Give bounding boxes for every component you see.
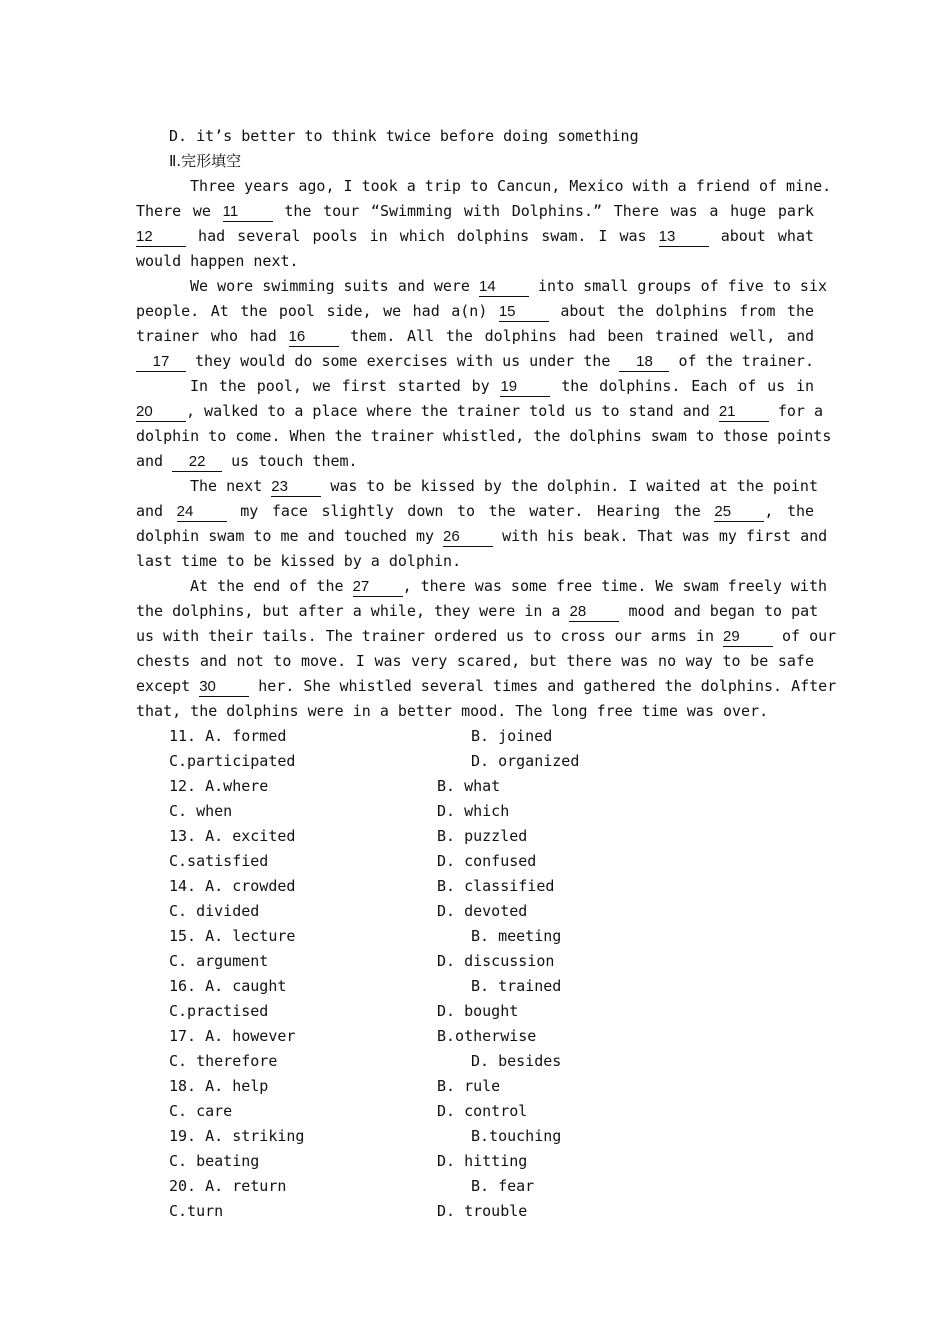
option-row [169, 1174, 869, 1199]
blank-23: 23 [271, 478, 321, 497]
passage-line [136, 199, 814, 224]
passage-text: The next [190, 477, 263, 495]
option-right: D. trouble [437, 1202, 528, 1220]
blank-29: 29 [723, 628, 773, 647]
option-row [169, 799, 869, 824]
passage-line: would happen next. [136, 252, 299, 270]
passage-text: us touch them. [231, 452, 358, 470]
passage-line [136, 324, 814, 349]
option-left: 12. A.where [169, 777, 269, 795]
option-row [169, 774, 869, 799]
option-row [169, 1074, 869, 1099]
passage-text: people. At the pool side, we had a(n) [136, 302, 488, 320]
passage-line [136, 374, 814, 399]
option-right: D. discussion [437, 952, 555, 970]
option-left: 16. A. caught [169, 977, 287, 995]
option-left: C. argument [169, 952, 269, 970]
passage-text: the dolphins, but after a while, they were in a [136, 602, 561, 620]
option-right: D. organized [471, 752, 580, 770]
blank-27: 27 [353, 578, 403, 597]
passage-line [136, 399, 824, 424]
passage-text: was to be kissed by the dolphin. I waited at the point [330, 477, 818, 495]
passage-text: , the [764, 502, 815, 520]
blank-17: 17 [136, 353, 186, 372]
passage-text: At the end of the [190, 577, 344, 595]
option-left: 18. A. help [169, 1077, 269, 1095]
blank-13: 13 [659, 228, 709, 247]
passage-line [136, 449, 814, 474]
option-row [169, 874, 869, 899]
passage-line: Three years ago, I took a trip to Cancun, Mexico with a friend of mine. [190, 177, 832, 195]
passage-text: them. All the dolphins had been trained well, and [350, 327, 815, 345]
option-left: 13. A. excited [169, 827, 296, 845]
option-row [169, 849, 869, 874]
passage-line [136, 349, 814, 374]
option-row [169, 749, 869, 774]
passage-line [136, 499, 814, 524]
passage-text: about what [720, 227, 815, 245]
blank-16: 16 [289, 328, 339, 347]
passage-text: into small groups of five to six [538, 277, 828, 295]
passage-line [136, 574, 828, 599]
blank-12: 12 [136, 228, 186, 247]
passage-text: , walked to a place where the trainer told us to stand and [186, 402, 710, 420]
blank-15: 15 [499, 303, 549, 322]
passage-text: my face slightly down to the water. Hearing the [240, 502, 701, 520]
option-row [169, 724, 869, 749]
option-row [169, 924, 869, 949]
option-left: C. therefore [169, 1052, 278, 1070]
option-right: D. besides [471, 1052, 562, 1070]
option-right: D. which [437, 802, 510, 820]
passage-text: about the dolphins from the [560, 302, 815, 320]
blank-20: 20 [136, 403, 186, 422]
option-right: B. fear [471, 1177, 535, 1195]
option-right: B. meeting [471, 927, 562, 945]
passage-text: , there was some free time. We swam freely with [402, 577, 828, 595]
passage-text: her. She whistled several times and gathered the dolphins. After [258, 677, 837, 695]
option-right: B. rule [437, 1077, 501, 1095]
blank-26: 26 [443, 528, 493, 547]
option-left: C.satisfied [169, 852, 269, 870]
option-left: C.participated [169, 752, 296, 770]
option-right: B. joined [471, 727, 553, 745]
option-row [169, 999, 869, 1024]
passage-text: We wore swimming suits and were [190, 277, 470, 295]
blank-25: 25 [714, 503, 764, 522]
passage-text: they would do some exercises with us under the [195, 352, 611, 370]
passage-text: There we [136, 202, 211, 220]
passage-text: dolphin swam to me and touched my [136, 527, 435, 545]
option-right: D. devoted [437, 902, 528, 920]
passage-text: for a [777, 402, 824, 420]
option-row [169, 1149, 869, 1174]
option-left: 20. A. return [169, 1177, 287, 1195]
passage-line: that, the dolphins were in a better mood. The long free time was over. [136, 702, 769, 720]
option-row [169, 949, 869, 974]
option-row [169, 1049, 869, 1074]
blank-22: 22 [172, 453, 222, 472]
option-left: 11. A. formed [169, 727, 287, 745]
option-left: C. beating [169, 1152, 260, 1170]
previous-option-d: D. it’s better to think twice before doing something [169, 127, 639, 145]
blank-11: 11 [223, 203, 273, 222]
option-left: C. divided [169, 902, 260, 920]
option-right: D. bought [437, 1002, 519, 1020]
option-right: B.touching [471, 1127, 562, 1145]
option-row [169, 824, 869, 849]
passage-line [136, 474, 818, 499]
option-left: 17. A. however [169, 1027, 296, 1045]
passage-line [136, 224, 814, 249]
option-right: D. confused [437, 852, 537, 870]
passage-text: of the trainer. [678, 352, 814, 370]
passage-text: us with their tails. The trainer ordered us to cross our arms in [136, 627, 714, 645]
passage-text: except [136, 677, 191, 695]
blank-28: 28 [569, 603, 619, 622]
section-title: Ⅱ.完形填空 [169, 152, 242, 170]
option-left: C.turn [169, 1202, 224, 1220]
passage-line [136, 524, 828, 549]
blank-24: 24 [177, 503, 227, 522]
blank-19: 19 [500, 378, 550, 397]
passage-line: last time to be kissed by a dolphin. [136, 552, 462, 570]
passage-line: dolphin to come. When the trainer whistled, the dolphins swam to those points [136, 427, 832, 445]
option-left: 19. A. striking [169, 1127, 305, 1145]
passage-text: and [136, 502, 164, 520]
option-right: D. control [437, 1102, 528, 1120]
passage-text: the tour “Swimming with Dolphins.” There was a huge park [284, 202, 815, 220]
passage-line [136, 274, 828, 299]
option-row [169, 1024, 869, 1049]
passage-text: trainer who had [136, 327, 277, 345]
passage-line: chests and not to move. I was very scared, but there was no way to be safe [136, 652, 814, 670]
option-right: D. hitting [437, 1152, 528, 1170]
passage-line [136, 674, 837, 699]
passage-line [136, 624, 837, 649]
passage-text: and [136, 452, 164, 470]
blank-14: 14 [479, 278, 529, 297]
blank-21: 21 [719, 403, 769, 422]
option-right: B. classified [437, 877, 555, 895]
option-left: C. care [169, 1102, 233, 1120]
option-row [169, 974, 869, 999]
option-left: 14. A. crowded [169, 877, 296, 895]
passage-line [136, 599, 819, 624]
option-right: B. trained [471, 977, 562, 995]
option-row [169, 899, 869, 924]
passage-line [136, 299, 814, 324]
option-left: C.practised [169, 1002, 269, 1020]
passage-text: had several pools in which dolphins swam. I was [198, 227, 647, 245]
option-row [169, 1099, 869, 1124]
passage-text: the dolphins. Each of us in [561, 377, 815, 395]
option-right: B. what [437, 777, 501, 795]
blank-18: 18 [619, 353, 669, 372]
option-right: B.otherwise [437, 1027, 537, 1045]
option-row [169, 1124, 869, 1149]
option-row [169, 1199, 869, 1224]
option-left: C. when [169, 802, 233, 820]
option-left: 15. A. lecture [169, 927, 296, 945]
passage-text: of our [782, 627, 837, 645]
option-right: B. puzzled [437, 827, 528, 845]
passage-text: mood and began to pat [628, 602, 819, 620]
passage-text: with his beak. That was my first and [502, 527, 828, 545]
blank-30: 30 [199, 678, 249, 697]
passage-text: In the pool, we first started by [190, 377, 490, 395]
